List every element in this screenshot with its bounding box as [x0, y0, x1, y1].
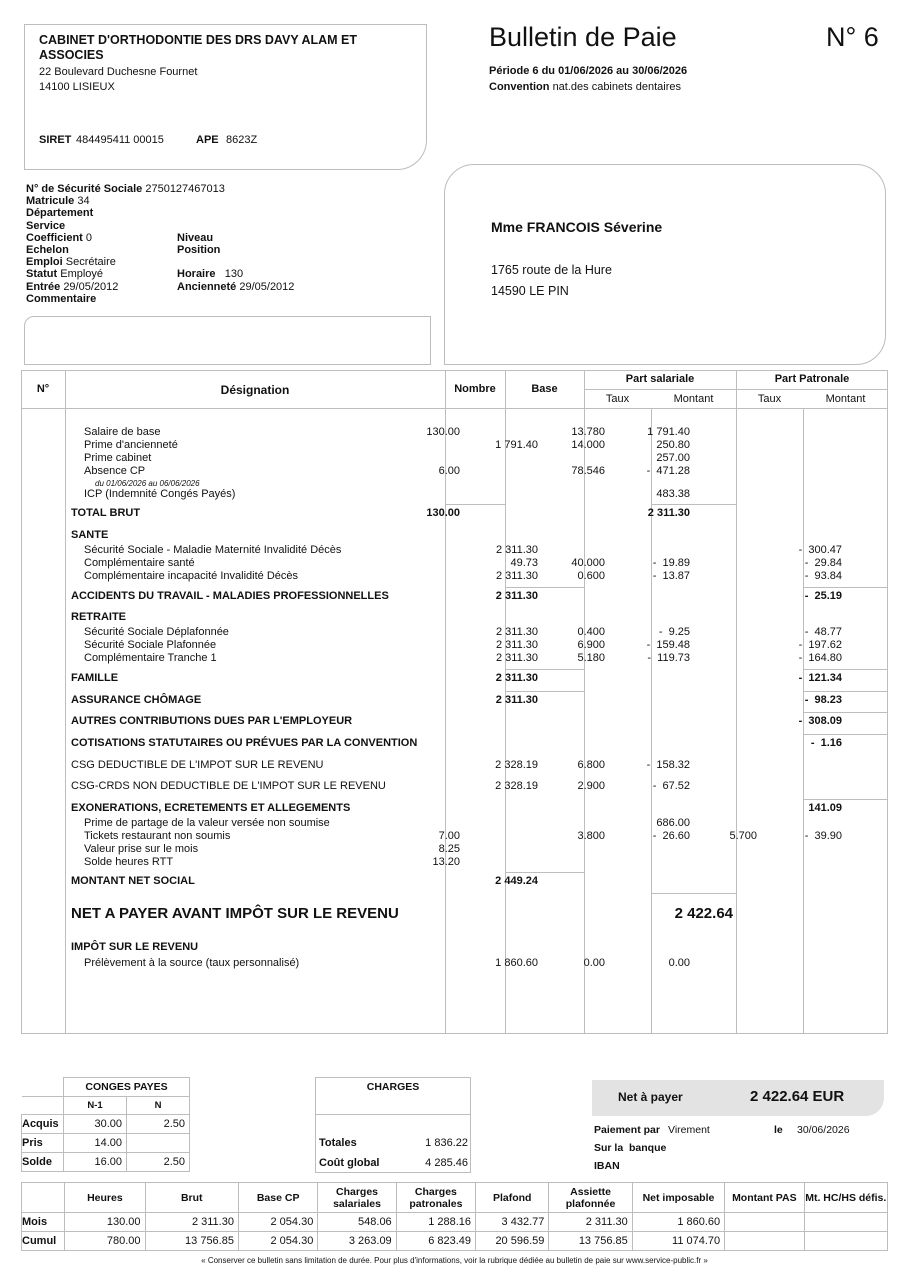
convention-label: Convention [489, 81, 550, 93]
line-designation: ACCIDENTS DU TRAVAIL - MALADIES PROFESSIONNELLES [71, 590, 389, 602]
conges-table [21, 1077, 190, 1172]
payslip-line [0, 611, 867, 624]
line-montant: - 119.73 [647, 652, 690, 664]
line-base: 2 311.30 [495, 652, 538, 664]
payslip-line [0, 957, 867, 970]
secu-label: N° de Sécurité Sociale [26, 183, 143, 195]
line-designation: CSG DEDUCTIBLE DE L'IMPOT SUR LE REVENU [71, 759, 324, 771]
total-separator [803, 587, 888, 588]
cumuls-cell: 1 860.60 [632, 1213, 724, 1232]
line-designation: Complémentaire Tranche 1 [84, 652, 217, 664]
cumuls-header: Base CP [238, 1183, 317, 1213]
anciennete-label: Ancienneté [177, 280, 237, 293]
payslip-line [0, 817, 867, 830]
conges-acquis-n1: 30.00 [64, 1115, 127, 1134]
conges-corner [22, 1078, 64, 1097]
ape-label: APE [196, 134, 219, 146]
line-taux: 6.900 [577, 639, 605, 651]
line-designation: Sécurité Sociale Déplafonnée [84, 626, 229, 638]
line-montant: 483.38 [656, 488, 690, 500]
col-header-taux-pat: Taux [757, 393, 782, 405]
cumuls-corner [22, 1183, 65, 1213]
payslip-line [0, 715, 867, 728]
conges-n-header: N [127, 1097, 190, 1115]
siret-value: 484495411 00015 [76, 134, 164, 146]
conges-pris-label: Pris [22, 1134, 64, 1153]
line-pmontant: - 29.84 [804, 557, 842, 569]
line-nombre: 130.00 [426, 426, 460, 438]
line-taux: 2.900 [577, 780, 605, 792]
cumuls-table [21, 1182, 888, 1251]
col-header-base: Base [531, 383, 558, 395]
line-designation: SANTE [71, 529, 109, 541]
col-header-part-salariale: Part salariale [625, 373, 695, 385]
line-designation: FAMILLE [71, 672, 119, 684]
conges-solde-n1: 16.00 [64, 1153, 127, 1172]
cumuls-cell [725, 1213, 804, 1232]
conges-acquis-label: Acquis [22, 1115, 64, 1134]
total-separator [803, 734, 888, 735]
line-taux: 0.400 [577, 626, 605, 638]
line-pmontant: - 1.16 [810, 737, 842, 749]
paiement-label: Paiement par [594, 1124, 660, 1136]
payslip-line [0, 941, 867, 954]
ape-value: 8623Z [226, 134, 258, 146]
page-title: Bulletin de Paie [489, 22, 677, 52]
horaire-value: 130 [224, 268, 244, 281]
charges-divider [315, 1114, 471, 1115]
cumuls-cell: 2 311.30 [549, 1213, 632, 1232]
line-designation: Complémentaire incapacité Invalidité Décès [84, 570, 298, 582]
conges-title: CONGES PAYES [64, 1078, 190, 1097]
payslip-line [0, 426, 867, 439]
line-montant: 257.00 [656, 452, 690, 464]
line-taux: 13.780 [571, 426, 605, 438]
line-designation: EXONERATIONS, ECRETEMENTS ET ALLEGEMENTS [71, 802, 351, 814]
cumuls-header: Net imposable [632, 1183, 724, 1213]
line-nombre: 6.00 [438, 465, 460, 477]
convention-value: nat.des cabinets dentaires [552, 81, 681, 93]
payslip-line [0, 639, 867, 652]
line-pmontant: - 25.19 [804, 590, 842, 602]
position-label: Position [177, 244, 221, 257]
payslip-line [0, 544, 867, 557]
hdr-vline [736, 370, 737, 408]
cumuls-cell: 780.00 [65, 1232, 145, 1251]
total-separator [505, 872, 584, 873]
employer-name-line1: CABINET D'ORTHODONTIE DES DRS DAVY ALAM ET [39, 33, 358, 47]
matricule-value: 34 [77, 195, 90, 208]
line-designation: Prélèvement à la source (taux personnalisé) [84, 957, 300, 969]
conges-solde-label: Solde [22, 1153, 64, 1172]
total-separator [445, 504, 505, 505]
total-separator [651, 893, 736, 894]
line-designation: CSG-CRDS NON DEDUCTIBLE DE L'IMPOT SUR LE REVENU [71, 780, 386, 792]
conges-solde-n: 2.50 [127, 1153, 190, 1172]
cumuls-header: Heures [65, 1183, 145, 1213]
line-designation: Prime de partage de la valeur versée non soumise [84, 817, 330, 829]
cumuls-header: Mt. HC/HS défis. [804, 1183, 887, 1213]
line-base: 2 311.30 [495, 544, 538, 556]
total-separator [505, 691, 584, 692]
total-separator [505, 669, 584, 670]
footer-note: « Conserver ce bulletin sans limitation de durée. Pour plus d'informations, voir la rubrique dédiée au bulletin de paie sur www.service-public.fr » [201, 1256, 708, 1265]
cumuls-header: Montant PAS [725, 1183, 804, 1213]
line-taux: 5.180 [577, 652, 605, 664]
total-separator [505, 587, 584, 588]
cumuls-cell: 13 756.85 [549, 1232, 632, 1251]
line-montant: 0.00 [668, 957, 690, 969]
payslip-line [0, 529, 867, 542]
payslip-line [0, 570, 867, 583]
line-designation: du 01/06/2026 au 06/06/2026 [95, 479, 200, 488]
cumuls-cell [804, 1232, 887, 1251]
payslip-line [0, 507, 867, 520]
payslip-line [0, 694, 867, 707]
hdr-vline [65, 370, 66, 408]
net-avant-impot-label: NET A PAYER AVANT IMPÔT SUR LE REVENU [71, 905, 399, 922]
line-designation: Sécurité Sociale Plafonnée [84, 639, 217, 651]
cumuls-cell: 2 054.30 [238, 1232, 317, 1251]
line-designation: Valeur prise sur le mois [84, 843, 199, 855]
line-pmontant: - 39.90 [804, 830, 842, 842]
line-taux: 3.800 [577, 830, 605, 842]
line-base: 2 311.30 [495, 570, 538, 582]
banque-label: Sur la banque [594, 1142, 667, 1154]
cumuls-mois-label: Mois [22, 1213, 65, 1232]
conges-pris-n [127, 1134, 190, 1153]
departement-label: Département [26, 207, 94, 220]
line-pmontant: 141.09 [808, 802, 842, 814]
line-pmontant: - 48.77 [804, 626, 842, 638]
hdr-vline [505, 370, 506, 408]
line-montant: 2 311.30 [647, 507, 690, 519]
line-taux: 0.600 [577, 570, 605, 582]
line-designation: TOTAL BRUT [71, 507, 141, 519]
payslip-line [0, 626, 867, 639]
line-montant: - 9.25 [658, 626, 690, 638]
line-montant: - 471.28 [646, 465, 690, 477]
recipient-name: Mme FRANCOIS Séverine [491, 219, 663, 235]
line-pmontant: - 308.09 [798, 715, 842, 727]
line-montant: - 26.60 [652, 830, 690, 842]
coefficient-label: Coefficient [26, 231, 83, 244]
line-taux: 6.800 [577, 759, 605, 771]
line-base: 2 328.19 [495, 780, 538, 792]
line-taux: 14.000 [571, 439, 605, 451]
table-header-bottom-line [21, 408, 888, 409]
line-designation: MONTANT NET SOCIAL [71, 875, 195, 887]
hdr-vline [445, 370, 446, 408]
le-label: le [774, 1124, 783, 1136]
bulletin-number: N° 6 [826, 22, 879, 52]
total-separator [803, 712, 888, 713]
line-pmontant: - 197.62 [798, 639, 842, 651]
total-separator [803, 799, 888, 800]
paiement-date: 30/06/2026 [797, 1124, 850, 1136]
line-montant: - 67.52 [652, 780, 690, 792]
payslip-line [0, 737, 867, 750]
payslip-line [0, 843, 867, 856]
cumuls-cell: 13 756.85 [145, 1232, 238, 1251]
statut-value: Employé [60, 268, 104, 281]
line-montant: - 13.87 [652, 570, 690, 582]
line-montant: - 19.89 [652, 557, 690, 569]
charges-cout-label: Coût global [319, 1157, 380, 1169]
payslip-line [0, 672, 867, 685]
cumuls-cell: 3 263.09 [318, 1232, 396, 1251]
line-base: 2 311.30 [495, 626, 538, 638]
conges-empty [22, 1097, 64, 1115]
net-label: Net à payer [618, 1090, 683, 1104]
iban-label: IBAN [594, 1160, 620, 1172]
matricule-label: Matricule [26, 195, 75, 208]
line-montant: 1 791.40 [647, 426, 690, 438]
entree-label: Entrée [26, 280, 61, 293]
payslip-line [0, 452, 867, 465]
recipient-address1: 1765 route de la Hure [491, 263, 612, 277]
employer-address1: 22 Boulevard Duchesne Fournet [39, 66, 198, 78]
line-designation: Prime d'ancienneté [84, 439, 178, 451]
line-taux: 40.000 [571, 557, 605, 569]
conges-acquis-n: 2.50 [127, 1115, 190, 1134]
line-base: 2 449.24 [495, 875, 538, 887]
col-header-part-patronale: Part Patronale [774, 373, 850, 385]
line-nombre: 7.00 [438, 830, 460, 842]
payslip-line [0, 590, 867, 603]
total-separator [803, 669, 888, 670]
conges-n1-header: N-1 [64, 1097, 127, 1115]
line-montant: - 158.32 [646, 759, 690, 771]
line-designation: Complémentaire santé [84, 557, 195, 569]
employer-name-line2: ASSOCIES [39, 48, 104, 62]
conges-pris-n1: 14.00 [64, 1134, 127, 1153]
employee-info [26, 183, 436, 305]
line-montant: 686.00 [656, 817, 690, 829]
payslip-line [0, 830, 867, 843]
col-header-taux-sal: Taux [605, 393, 630, 405]
service-label: Service [26, 219, 66, 232]
cumuls-cell: 1 288.16 [396, 1213, 475, 1232]
charges-title: CHARGES [366, 1081, 420, 1093]
line-pmontant: - 164.80 [798, 652, 842, 664]
line-base: 1 860.60 [495, 957, 538, 969]
payslip-line [0, 557, 867, 570]
cumuls-cell: 548.06 [318, 1213, 396, 1232]
cumuls-header: Charges salariales [318, 1183, 396, 1213]
line-taux: 0.00 [583, 957, 605, 969]
total-separator [651, 504, 736, 505]
line-nombre: 130.00 [426, 507, 460, 519]
charges-totales-label: Totales [319, 1137, 357, 1149]
line-pmontant: - 93.84 [804, 570, 842, 582]
line-montant: - 159.48 [646, 639, 690, 651]
line-designation: RETRAITE [71, 611, 126, 623]
cumuls-cell [804, 1213, 887, 1232]
entree-value: 29/05/2012 [63, 280, 119, 293]
statut-label: Statut [26, 268, 58, 281]
line-pmontant: - 300.47 [798, 544, 842, 556]
col-header-nombre: Nombre [454, 383, 496, 395]
line-base: 49.73 [510, 557, 538, 569]
emploi-value: Secrétaire [65, 256, 116, 269]
line-base: 2 311.30 [495, 590, 538, 602]
line-pmontant: - 98.23 [804, 694, 842, 706]
commentaire-label: Commentaire [26, 292, 97, 305]
recipient-address2: 14590 LE PIN [491, 284, 569, 298]
comment-box [24, 316, 431, 365]
net-value: 2 422.64 EUR [750, 1088, 845, 1105]
cumuls-cell: 20 596.59 [476, 1232, 549, 1251]
emploi-label: Emploi [26, 256, 63, 269]
line-designation: ICP (Indemnité Congés Payés) [84, 488, 236, 500]
line-ptaux: 5.700 [729, 830, 757, 842]
anciennete-value: 29/05/2012 [239, 280, 295, 293]
cumuls-header: Charges patronales [396, 1183, 475, 1213]
net-avant-impot-value: 2 422.64 [674, 905, 733, 922]
horaire-label: Horaire [177, 268, 216, 281]
cumuls-header: Assiette plafonnée [549, 1183, 632, 1213]
echelon-label: Echelon [26, 244, 69, 257]
cumuls-cell: 2 054.30 [238, 1213, 317, 1232]
line-designation: IMPÔT SUR LE REVENU [71, 941, 199, 953]
col-header-n: N° [36, 383, 50, 395]
payslip-line [0, 802, 867, 815]
line-designation: AUTRES CONTRIBUTIONS DUES PAR L'EMPLOYEUR [71, 715, 353, 727]
col-header-montant-sal: Montant [673, 393, 714, 405]
charges-totales-value: 1 836.22 [425, 1137, 468, 1149]
line-designation: COTISATIONS STATUTAIRES OU PRÉVUES PAR LA CONVENTION [71, 737, 418, 749]
line-designation: Tickets restaurant non soumis [84, 830, 231, 842]
payslip-line [0, 439, 867, 452]
line-designation: Salaire de base [84, 426, 161, 438]
line-designation: Sécurité Sociale - Maladie Maternité Invalidité Décès [84, 544, 342, 556]
cumuls-cumul-label: Cumul [22, 1232, 65, 1251]
payslip-line [0, 856, 867, 869]
payslip-line [0, 875, 867, 888]
cumuls-cell: 6 823.49 [396, 1232, 475, 1251]
cumuls-cell: 130.00 [65, 1213, 145, 1232]
line-designation: Absence CP [84, 465, 146, 477]
line-nombre: 13.20 [432, 856, 460, 868]
payslip-line [0, 488, 867, 501]
cumuls-header: Brut [145, 1183, 238, 1213]
line-base: 2 311.30 [495, 694, 538, 706]
cumuls-cell [725, 1232, 804, 1251]
line-designation: Prime cabinet [84, 452, 152, 464]
line-nombre: 8.25 [438, 843, 460, 855]
line-base: 1 791.40 [495, 439, 538, 451]
col-header-designation: Désignation [220, 383, 290, 397]
secu-value: 2750127467013 [145, 183, 225, 195]
line-montant: 250.80 [656, 439, 690, 451]
line-base: 2 328.19 [495, 759, 538, 771]
coefficient-value: 0 [85, 231, 93, 244]
convention [489, 81, 681, 93]
line-designation: Solde heures RTT [84, 856, 174, 868]
payslip-line [0, 759, 867, 772]
cumuls-header: Plafond [476, 1183, 549, 1213]
cumuls-cell: 11 074.70 [632, 1232, 724, 1251]
line-base: 2 311.30 [495, 672, 538, 684]
paiement-value: Virement [668, 1124, 710, 1136]
hdr-vline [584, 370, 585, 408]
line-designation: ASSURANCE CHÔMAGE [71, 694, 202, 706]
charges-cout-value: 4 285.46 [425, 1157, 468, 1169]
cumuls-cell: 3 432.77 [476, 1213, 549, 1232]
payslip-line [0, 780, 867, 793]
line-pmontant: - 121.34 [798, 672, 842, 684]
niveau-label: Niveau [177, 231, 214, 244]
total-separator [803, 691, 888, 692]
col-header-montant-pat: Montant [825, 393, 866, 405]
periode: Période 6 du 01/06/2026 au 30/06/2026 [489, 65, 688, 77]
line-taux: 78.546 [571, 465, 605, 477]
siret-label: SIRET [39, 134, 72, 146]
cumuls-cell: 2 311.30 [145, 1213, 238, 1232]
line-base: 2 311.30 [495, 639, 538, 651]
employer-address2: 14100 LISIEUX [39, 81, 115, 93]
payslip-line [0, 652, 867, 665]
